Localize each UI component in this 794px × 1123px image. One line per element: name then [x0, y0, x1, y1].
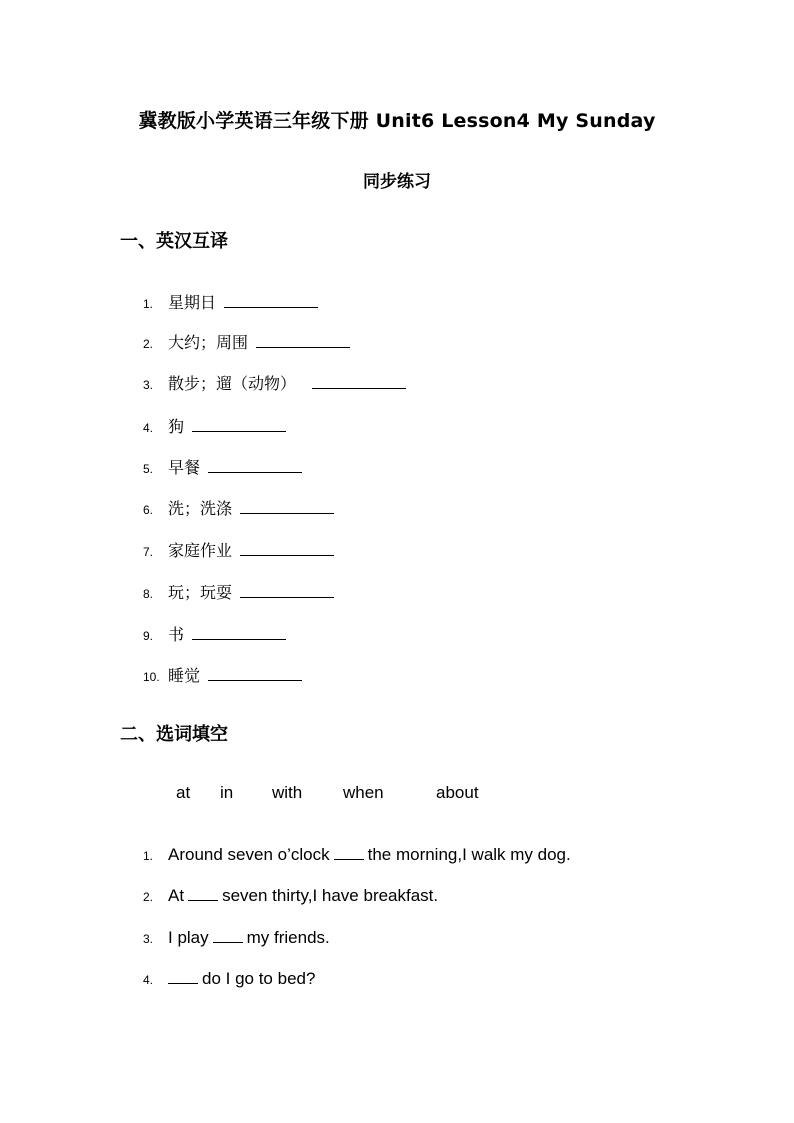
sentence-after: the morning,I walk my dog. [367, 845, 571, 864]
item-text: 星期日 [168, 293, 217, 312]
item-text: 大约；周围 [168, 333, 249, 352]
sentence-before: Around seven o’clock [168, 845, 330, 864]
item-number: 2. [143, 890, 154, 904]
list-item [143, 538, 334, 562]
word-bank-item: at [176, 783, 191, 802]
item-number: 6. [143, 503, 154, 517]
item-number: 3. [143, 932, 154, 946]
answer-blank[interactable] [213, 928, 243, 943]
section-heading-translation: 一、英汉互译 [120, 231, 228, 252]
list-item [143, 969, 315, 993]
item-number: 2. [143, 337, 154, 351]
item-text: 早餐 [168, 458, 201, 477]
sentence-before: I play [168, 928, 209, 947]
answer-blank[interactable] [240, 541, 334, 556]
item-number: 3. [143, 378, 154, 392]
item-number: 7. [143, 545, 154, 559]
list-item [143, 496, 334, 520]
item-number: 10. [143, 670, 160, 684]
page-title: 冀教版小学英语三年级下册 Unit6 Lesson4 My Sunday [138, 110, 656, 132]
sentence-after: seven thirty,I have breakfast. [222, 886, 439, 905]
item-number: 4. [143, 973, 154, 987]
list-item [143, 580, 334, 604]
answer-blank[interactable] [208, 458, 302, 473]
item-number: 4. [143, 421, 154, 435]
item-number: 8. [143, 587, 154, 601]
answer-blank[interactable] [208, 666, 302, 681]
list-item [143, 845, 571, 869]
list-item [143, 663, 302, 687]
page-subtitle: 同步练习 [363, 172, 431, 192]
answer-blank[interactable] [240, 583, 334, 598]
item-text: 书 [168, 625, 185, 644]
word-bank-item: in [220, 783, 234, 802]
item-text: 散步；遛（动物） [168, 374, 297, 393]
sentence-before: At [168, 886, 185, 905]
list-item [143, 371, 406, 395]
item-text: 睡觉 [168, 666, 201, 685]
answer-blank[interactable] [312, 374, 406, 389]
answer-blank[interactable] [240, 499, 334, 514]
item-text: 家庭作业 [168, 541, 233, 560]
item-text: 狗 [168, 417, 185, 436]
word-bank-item: about [436, 783, 479, 802]
sentence-after: do I go to bed? [202, 969, 316, 988]
item-text: 洗；洗涤 [168, 499, 233, 518]
item-number: 1. [143, 297, 154, 311]
answer-blank[interactable] [224, 293, 318, 308]
list-item [143, 622, 286, 646]
item-number: 9. [143, 629, 154, 643]
sentence-after: my friends. [246, 928, 330, 947]
answer-blank[interactable] [192, 417, 286, 432]
item-text: 玩；玩耍 [168, 583, 233, 602]
item-number: 1. [143, 849, 154, 863]
word-bank-item: with [272, 783, 303, 802]
list-item [143, 330, 350, 354]
list-item [143, 928, 330, 952]
word-bank-item: when [343, 783, 384, 802]
answer-blank[interactable] [192, 625, 286, 640]
answer-blank[interactable] [334, 845, 364, 860]
list-item [143, 414, 286, 438]
list-item [143, 455, 302, 479]
answer-blank[interactable] [256, 333, 350, 348]
section-heading-fill-in: 二、选词填空 [120, 724, 228, 745]
answer-blank[interactable] [188, 886, 218, 901]
list-item [143, 886, 438, 910]
list-item [143, 290, 318, 314]
item-number: 5. [143, 462, 154, 476]
answer-blank[interactable] [168, 969, 198, 984]
